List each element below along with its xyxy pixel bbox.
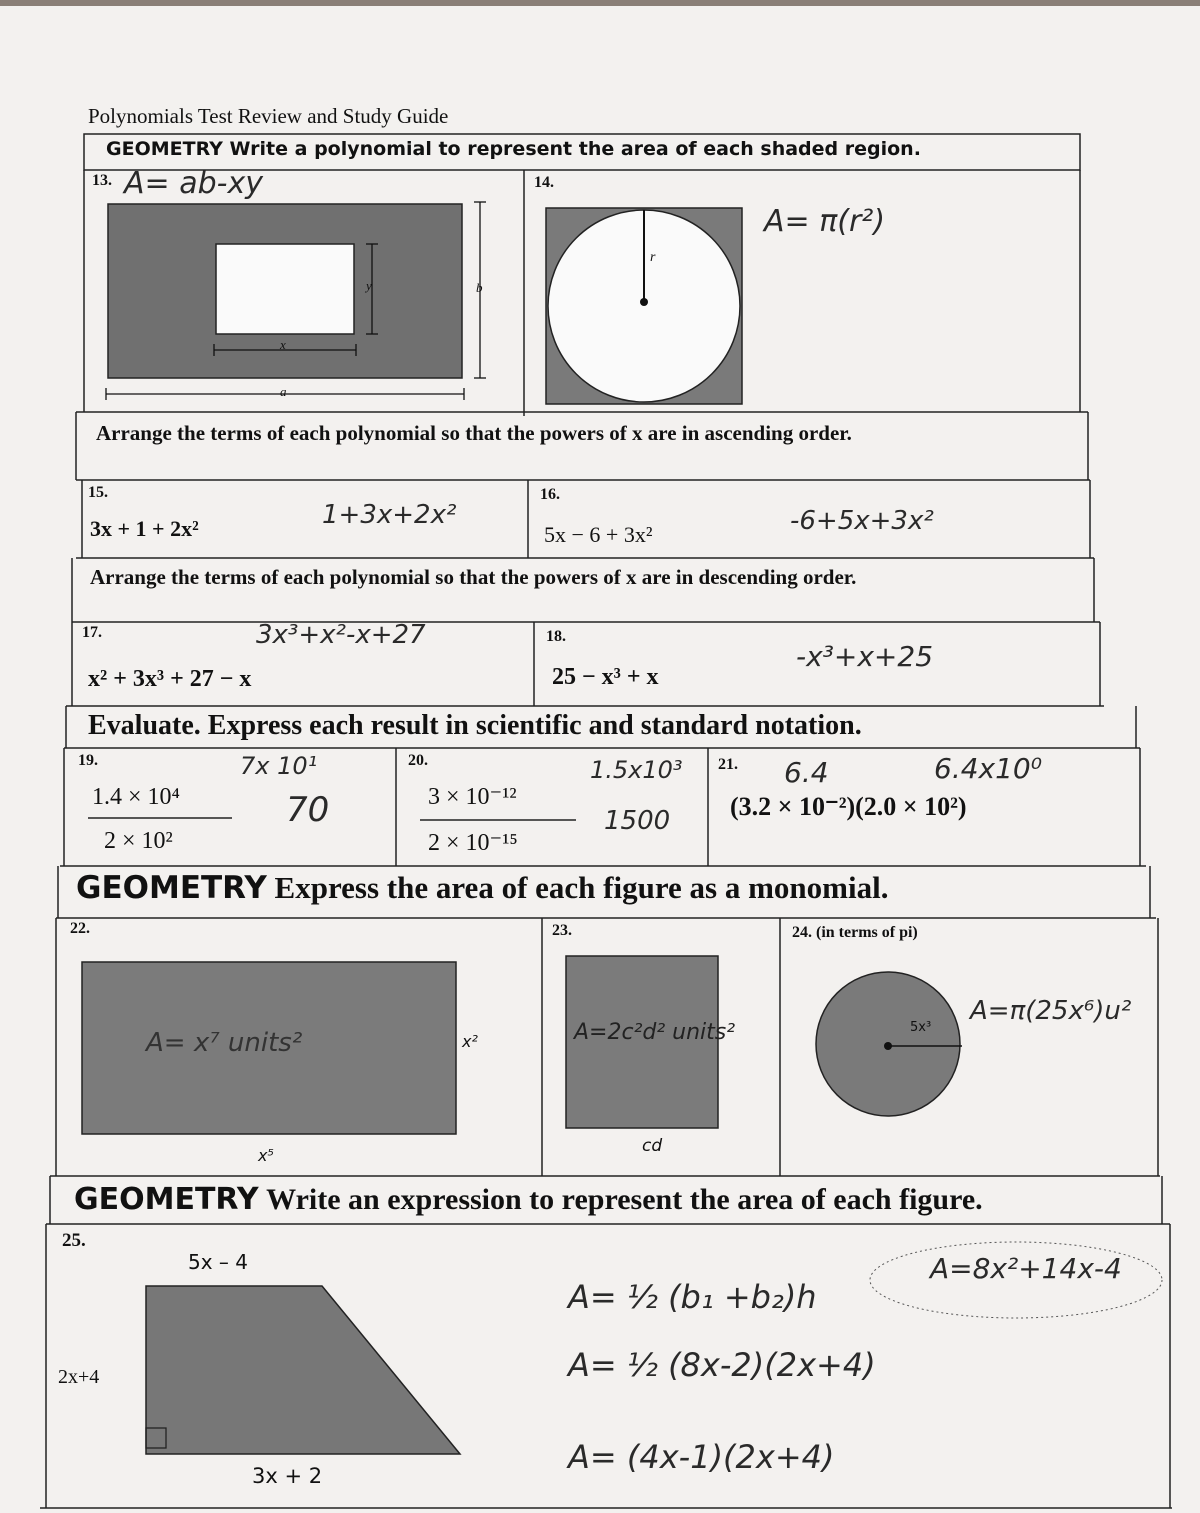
section-header-geometry-mono <box>76 870 888 906</box>
side-label: x² <box>462 1032 478 1051</box>
left-label: 2x+4 <box>58 1366 100 1388</box>
problem-number: 17. <box>82 624 102 641</box>
problem-number: 23. <box>552 922 572 939</box>
bottom-label: 3x + 2 <box>252 1464 323 1488</box>
handwritten-answer-sci: 6.4x10⁰ <box>934 752 1042 785</box>
polynomial-expr: x² + 3x³ + 27 − x <box>88 666 252 692</box>
label-y: y <box>366 278 372 293</box>
problem-number: 14. <box>534 174 554 191</box>
handwritten-answer-sci: 1.5x10³ <box>590 756 683 784</box>
handwritten-answer: -x³+x+25 <box>796 640 934 673</box>
polynomial-expr: 25 − x³ + x <box>552 664 659 690</box>
bottom-label: x⁵ <box>258 1146 274 1165</box>
polynomial-expr: 5x − 6 + 3x² <box>544 522 653 547</box>
problem-number: 22. <box>70 920 90 937</box>
label-x: x <box>280 337 286 352</box>
label-a: a <box>280 384 287 399</box>
section-header-descending: Arrange the terms of each polynomial so that the powers of x are in descending order. <box>90 565 857 589</box>
section-header-text: Express the area of each figure as a monomial. <box>274 870 889 905</box>
problem-number: 25. <box>62 1230 86 1251</box>
problem-number: 21. <box>718 756 738 773</box>
section-header-text: Write an expression to represent the area of each figure. <box>266 1183 983 1216</box>
handwritten-answer: A=π(25x⁶)u² <box>970 996 1132 1026</box>
handwritten-work-1: A= ½ (b₁ +b₂)h <box>568 1278 817 1316</box>
page-title: Polynomials Test Review and Study Guide <box>88 104 449 128</box>
problem-number: 15. <box>88 484 108 501</box>
problem-number: 24. (in terms of pi) <box>792 924 918 941</box>
handwritten-answer: A= π(r²) <box>764 204 886 239</box>
handwritten-answer: A=2c²d² units² <box>574 1020 736 1045</box>
handwritten-answer: A=8x²+14x-4 <box>930 1252 1122 1285</box>
numerator: 3 × 10⁻¹² <box>428 784 517 810</box>
handwritten-answer-std: 1500 <box>604 806 671 836</box>
section-header-geometry-poly: GEOMETRY Write a polynomial to represent the area of each shaded region. <box>106 138 921 160</box>
problem-number: 20. <box>408 752 428 769</box>
top-label: 5x – 4 <box>188 1250 248 1274</box>
figure-24 <box>816 972 962 1116</box>
bottom-label: cd <box>642 1136 663 1156</box>
figure-13 <box>106 202 486 400</box>
denominator: 2 × 10⁻¹⁵ <box>428 830 518 856</box>
handwritten-answer: A= x⁷ units² <box>146 1028 303 1058</box>
section-header-ascending: Arrange the terms of each polynomial so that the powers of x are in ascending order. <box>96 421 852 445</box>
geometry-word: GEOMETRY <box>74 1182 259 1217</box>
section-header-geometry-expr <box>74 1182 983 1217</box>
problem-number: 16. <box>540 486 560 503</box>
section-header-evaluate: Evaluate. Express each result in scientific and standard notation. <box>88 710 862 741</box>
handwritten-answer-std: 6.4 <box>784 756 829 789</box>
product-expr: (3.2 × 10⁻²)(2.0 × 10²) <box>730 792 967 821</box>
label-r: r <box>650 250 656 265</box>
problem-number: 18. <box>546 628 566 645</box>
geometry-word: GEOMETRY <box>76 870 267 906</box>
denominator: 2 × 10² <box>104 828 173 854</box>
handwritten-answer: A= ab-xy <box>124 166 263 201</box>
handwritten-answer: -6+5x+3x² <box>790 506 934 536</box>
figure-14 <box>546 208 742 404</box>
handwritten-work-2: A= ½ (8x-2)(2x+4) <box>568 1346 876 1384</box>
handwritten-answer-sci: 7x 10¹ <box>240 752 318 780</box>
handwritten-answer: 3x³+x²-x+27 <box>256 620 426 650</box>
polynomial-expr: 3x + 1 + 2x² <box>90 516 199 541</box>
label-b: b <box>476 280 483 295</box>
radius-label: 5x³ <box>910 1020 932 1035</box>
handwritten-answer: 1+3x+2x² <box>322 500 457 530</box>
problem-number: 13. <box>92 172 112 189</box>
handwritten-answer-std: 70 <box>286 790 330 830</box>
problem-number: 19. <box>78 752 98 769</box>
numerator: 1.4 × 10⁴ <box>92 784 180 810</box>
handwritten-work-3: A= (4x-1)(2x+4) <box>568 1438 835 1476</box>
